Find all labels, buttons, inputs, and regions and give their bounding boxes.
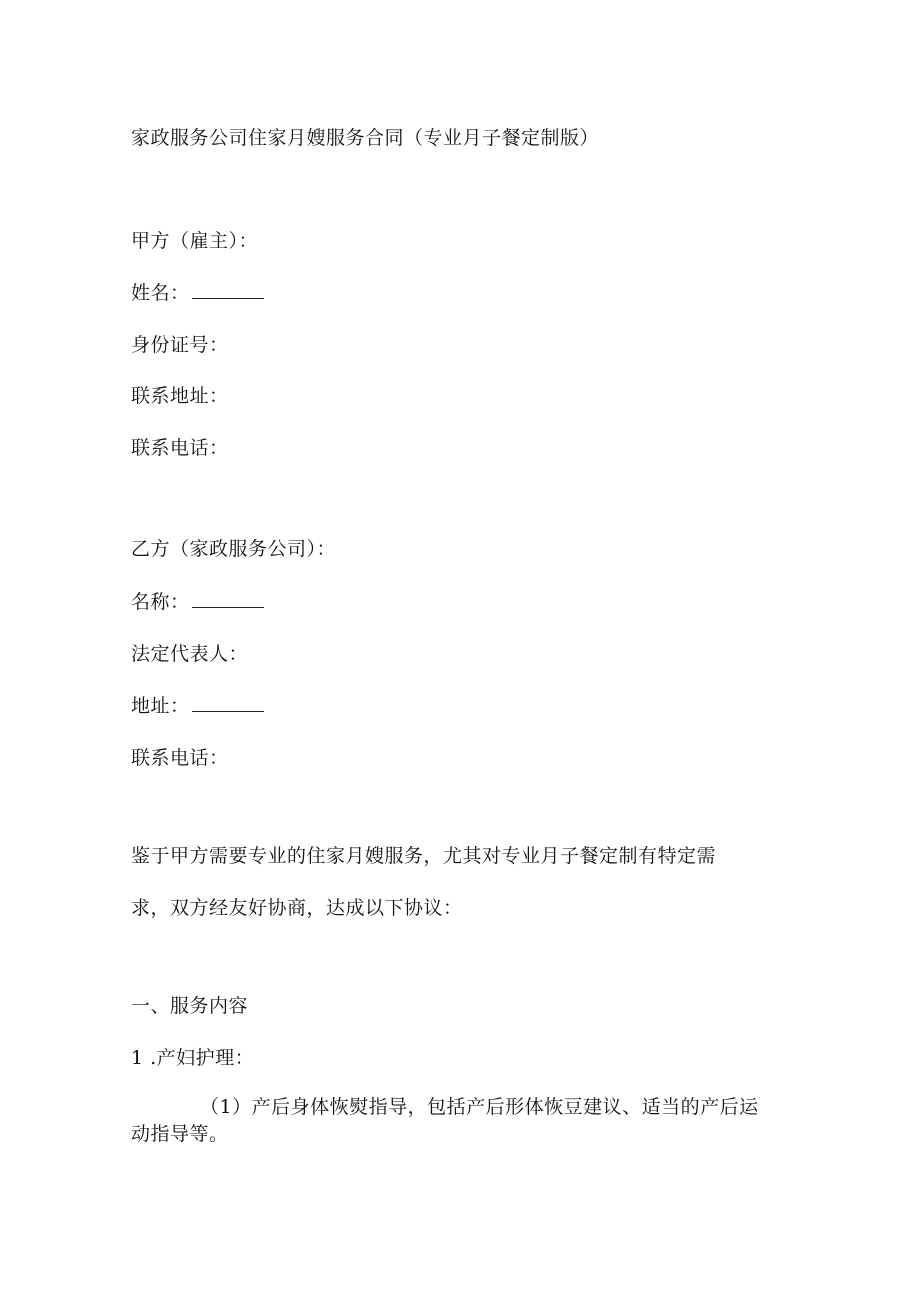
document-title: 家政服务公司住家月嫂服务合同（专业月子餐定制版） [131,127,600,149]
section-1-item-1-sub-1-line-1: （1）产后身体恢熨指导，包括产后形体恢豆建议、适当的产后运 [200,1096,759,1118]
party-a-heading: 甲方（雇主）： [131,230,259,252]
section-1-heading: 一、服务内容 [131,995,249,1017]
party-a-address-label: 联系地址： [131,385,229,407]
party-b-name-row [131,590,264,614]
party-a-name-label: 姓名： [131,282,190,304]
party-b-phone-label: 联系电话： [131,747,229,769]
party-a-id-label: 身份证号： [131,334,229,356]
party-b-address-blank [192,695,264,712]
party-b-name-blank [192,591,264,608]
party-a-phone-label: 联系电话： [131,437,229,459]
section-1-item-1-sub-1-line-2: 动指导等。 [131,1123,229,1145]
party-a-name-row [131,281,264,305]
party-b-address-label: 地址： [131,695,190,717]
preamble-line-2: 求，双方经友好协商，达成以下协议： [131,897,463,919]
section-1-item-1-label: 1 .产妇护理： [131,1047,255,1069]
party-b-address-row [131,694,264,718]
party-b-heading: 乙方（家政服务公司）： [131,538,337,560]
party-b-name-label: 名称： [131,591,190,613]
party-b-rep-label: 法定代表人： [131,643,249,665]
preamble-line-1: 鉴于甲方需要专业的住家月嫂服务，尤其对专业月子餐定制有特定需 [131,845,717,867]
party-a-name-blank [192,282,264,299]
